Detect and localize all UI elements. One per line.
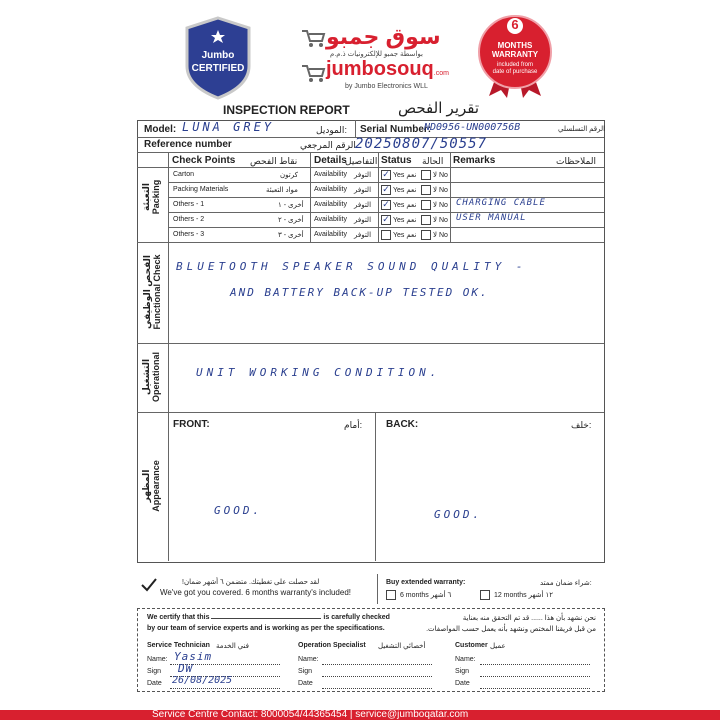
extended-12-months-label: 12 months — [493, 591, 527, 599]
yes-checkbox[interactable] — [381, 230, 391, 240]
warranty-sub: included from date of purchase — [492, 62, 538, 75]
brand-arabic-sub: بواسطة جمبو للإلكترونيات ذ.م.م — [330, 51, 423, 58]
extended-6-months-checkbox[interactable] — [386, 590, 396, 600]
extended-warranty-label-arabic: شراء ضمان ممتد: — [540, 580, 592, 587]
extended-6-months-label: 6 months — [399, 591, 429, 599]
extended-12-months-arabic: ١٢ أشهر — [528, 591, 553, 599]
back-value[interactable]: GOOD. — [434, 508, 483, 521]
yes-label-arabic: نعم — [406, 186, 417, 194]
extended-12-months-option[interactable] — [480, 590, 553, 600]
cust-name-label: Name: — [455, 656, 476, 663]
footer-bar — [0, 710, 720, 720]
col-checkpoints-arabic: نقاط الفحص — [250, 156, 298, 166]
front-label-arabic: أمام: — [344, 420, 363, 430]
back-label: BACK: — [386, 419, 419, 430]
packing-side-label — [141, 162, 163, 232]
row-item-arabic: أخرى - ٣ — [278, 232, 304, 239]
yes-label: Yes — [393, 231, 405, 239]
operational-line-1[interactable]: UNIT WORKING CONDITION. — [196, 366, 441, 379]
report-title-arabic: تقرير الفحص — [398, 100, 480, 117]
brand-arabic: سوق جمبو — [326, 24, 441, 49]
yes-label: Yes — [393, 216, 405, 224]
row-detail-arabic: التوفر — [354, 202, 372, 209]
row-item: Others - 3 — [173, 231, 205, 238]
row-item-arabic: كرتون — [280, 172, 298, 179]
tech-date-value[interactable]: 26/08/2025 — [172, 675, 233, 686]
row-detail: Availability — [314, 171, 347, 178]
tech-name-value[interactable]: Yasim — [174, 650, 213, 663]
yes-checkbox[interactable]: ✓ — [382, 199, 390, 209]
model-label-arabic: الموديل: — [316, 125, 347, 135]
ops-date-label: Date — [298, 680, 313, 687]
cust-name-line[interactable] — [480, 664, 590, 665]
ops-name-line[interactable] — [322, 664, 432, 665]
no-option[interactable] — [421, 230, 448, 240]
warranty-note-arabic: لقد حصلت على تغطيتك. متضمن ٦ أشهر ضمان! — [182, 579, 320, 586]
no-option[interactable] — [421, 215, 448, 225]
serial-value[interactable]: ND0956-UN000756B — [424, 122, 521, 133]
no-label: No — [438, 186, 448, 194]
functional-line-1[interactable]: BLUETOOTH SPEAKER SOUND QUALITY - — [176, 260, 527, 273]
row-remark[interactable]: USER MANUAL — [456, 213, 527, 223]
no-label-arabic: لا — [433, 201, 437, 209]
footer-text: Service Centre Contact: 8000054/44365454 | service@jumboqatar.com — [152, 710, 469, 720]
certify-blank[interactable] — [211, 618, 321, 619]
yes-label-arabic: نعم — [406, 231, 417, 239]
appearance-side-arabic: المظهر — [141, 469, 151, 503]
certify-en-1b: is carefully checked — [323, 614, 390, 621]
yes-option[interactable] — [381, 170, 416, 180]
appearance-side-english: Appearance — [151, 460, 161, 512]
certify-ar-line-2: من قبل فريقنا المختص ونشهد بأنه يعمل حسب المواصفات. — [426, 626, 596, 633]
tech-date-line[interactable] — [170, 688, 280, 689]
brand-english-sub: by Jumbo Electronics WLL — [345, 83, 428, 90]
no-label-arabic: لا — [433, 171, 437, 179]
functional-line-2[interactable]: AND BATTERY BACK-UP TESTED OK. — [230, 286, 489, 299]
cust-sign-line[interactable] — [480, 676, 590, 677]
no-checkbox[interactable] — [421, 215, 431, 225]
brand-english-suffix: .com — [433, 70, 449, 77]
reference-label-arabic: الرقم المرجعي — [300, 140, 356, 150]
row-detail: Availability — [314, 186, 347, 193]
row-item-arabic: مواد التعبئة — [266, 187, 298, 194]
col-remarks: Remarks — [453, 155, 496, 166]
table-row — [168, 228, 604, 242]
no-checkbox[interactable] — [421, 170, 431, 180]
front-value[interactable]: GOOD. — [214, 504, 263, 517]
row-detail-arabic: التوفر — [354, 187, 372, 194]
yes-label-arabic: نعم — [406, 216, 417, 224]
extended-6-months-option[interactable] — [386, 590, 451, 600]
serial-label-arabic: الرقم التسلسلي — [558, 126, 606, 133]
cust-title-arabic: عميل — [490, 643, 506, 650]
back-label-arabic: خلف: — [571, 420, 592, 430]
certify-en-line-2: by our team of service experts and is working as per the specifications. — [147, 625, 385, 632]
no-label-arabic: لا — [433, 231, 437, 239]
yes-checkbox[interactable]: ✓ — [382, 169, 390, 179]
yes-option[interactable] — [381, 230, 416, 240]
report-title: INSPECTION REPORT — [223, 103, 350, 117]
no-checkbox[interactable] — [421, 185, 431, 195]
operational-side-english: Operational — [151, 352, 161, 403]
packing-side-arabic: التعبئة — [141, 182, 151, 212]
col-status: Status — [381, 155, 412, 166]
no-label-arabic: لا — [433, 216, 437, 224]
yes-checkbox[interactable]: ✓ — [382, 214, 390, 224]
warranty-note-english: We've got you covered. 6 months warranty's included! — [160, 588, 352, 597]
yes-label: Yes — [393, 171, 405, 179]
functional-side-english: Functional Check — [152, 254, 162, 330]
jumbo-certified-badge — [183, 16, 253, 100]
ops-title: Operation Specialist — [298, 642, 366, 649]
reference-label: Reference number — [144, 139, 232, 150]
no-label: No — [438, 201, 448, 209]
col-remarks-arabic: الملاحظات — [556, 156, 596, 166]
yes-option[interactable] — [381, 215, 416, 225]
table-row — [168, 168, 604, 182]
no-option[interactable] — [421, 170, 448, 180]
front-label: FRONT: — [173, 419, 210, 430]
no-option[interactable] — [421, 185, 448, 195]
row-item: Others - 1 — [173, 201, 205, 208]
model-value[interactable]: LUNA GREY — [182, 120, 275, 134]
operational-side-arabic: التشغيل — [141, 358, 151, 396]
no-label: No — [438, 231, 448, 239]
row-item: Others - 2 — [173, 216, 205, 223]
no-option[interactable] — [421, 200, 448, 210]
warranty-title: MONTHS WARRANTY — [491, 41, 539, 59]
ops-title-arabic: أخصائي التشغيل — [378, 643, 426, 650]
table-row — [168, 213, 604, 227]
row-detail-arabic: التوفر — [354, 172, 372, 179]
extended-warranty-label: Buy extended warranty: — [386, 579, 466, 586]
no-label-arabic: لا — [433, 186, 437, 194]
checkmark-icon — [141, 578, 157, 597]
ops-sign-line[interactable] — [322, 676, 432, 677]
table-row — [168, 183, 604, 197]
tech-date-label: Date — [147, 680, 162, 687]
col-details-arabic: التفاصيل — [345, 156, 378, 166]
cust-date-line[interactable] — [480, 688, 590, 689]
cust-date-label: Date — [455, 680, 470, 687]
yes-label-arabic: نعم — [406, 171, 417, 179]
badge-bottom-text: CERTIFIED — [191, 63, 245, 74]
row-detail: Availability — [314, 231, 347, 238]
no-checkbox[interactable] — [421, 200, 431, 210]
model-label: Model: — [144, 124, 177, 135]
table-row — [168, 198, 604, 212]
tech-sign-label: Sign — [147, 668, 162, 675]
warranty-seal — [475, 14, 555, 98]
row-item-arabic: أخرى - ٢ — [278, 217, 304, 224]
ops-name-label: Name: — [298, 656, 319, 663]
tech-name-label: Name: — [147, 656, 168, 663]
warranty-number: 6 — [511, 17, 519, 32]
serial-label: Serial Number: — [360, 124, 432, 135]
no-label: No — [438, 216, 448, 224]
functional-side-arabic: الفحص الوظيفي — [142, 254, 152, 330]
badge-top-text: Jumbo — [201, 50, 235, 61]
yes-option[interactable] — [381, 185, 416, 195]
ops-date-line[interactable] — [322, 688, 432, 689]
ops-sign-label: Sign — [298, 668, 313, 675]
row-item: Packing Materials — [173, 186, 229, 193]
brand-english-name: jumbosouq — [326, 58, 434, 80]
tech-title: Service Technician — [147, 642, 210, 649]
extended-12-months-checkbox[interactable] — [480, 590, 490, 600]
row-item: Carton — [173, 171, 195, 178]
yes-label: Yes — [393, 201, 405, 209]
row-detail-arabic: التوفر — [354, 217, 372, 224]
col-details: Details — [314, 155, 347, 166]
tech-title-arabic: فني الخدمة — [216, 643, 250, 650]
yes-label: Yes — [393, 186, 405, 194]
yes-option[interactable] — [381, 200, 416, 210]
reference-value[interactable]: 20250807/50557 — [355, 136, 488, 152]
row-detail-arabic: التوفر — [354, 232, 372, 239]
cust-sign-label: Sign — [455, 668, 470, 675]
yes-checkbox[interactable]: ✓ — [382, 184, 390, 194]
cust-title: Customer — [455, 642, 488, 649]
tech-sign-value[interactable]: DW — [178, 662, 194, 675]
operational-side-label — [141, 342, 163, 412]
row-item-arabic: أخرى - ١ — [278, 202, 304, 209]
certify-en-line-1 — [147, 614, 390, 621]
certify-ar-line-1: نحن نشهد بأن هذا ...... قد تم التحقق منه بعناية — [462, 615, 596, 622]
row-detail: Availability — [314, 201, 347, 208]
row-remark[interactable]: CHARGING CABLE — [456, 198, 546, 208]
functional-side-label — [142, 242, 164, 342]
certify-en-1a: We certify that this — [147, 614, 210, 621]
extended-6-months-arabic: ٦ أشهر — [430, 591, 452, 599]
row-detail: Availability — [314, 216, 347, 223]
appearance-side-label — [141, 446, 163, 526]
cart-icon — [300, 28, 326, 53]
packing-side-english: Packing — [151, 179, 161, 215]
no-checkbox[interactable] — [421, 230, 431, 240]
brand-english — [326, 58, 449, 81]
no-label: No — [438, 171, 448, 179]
col-status-arabic: الحالة — [422, 156, 444, 166]
yes-label-arabic: نعم — [406, 201, 417, 209]
cart-icon-2 — [300, 63, 326, 88]
col-checkpoints: Check Points — [172, 155, 236, 166]
